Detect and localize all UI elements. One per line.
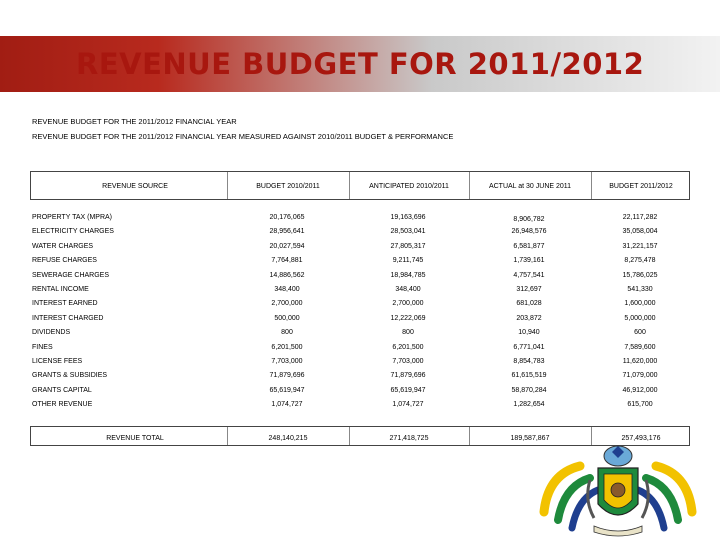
row-value: 22,117,282 [622,214,658,221]
total-value: 248,140,215 [268,435,308,442]
row-value: 28,956,641 [269,228,305,236]
row-value: 71,879,696 [269,372,305,380]
table-row [30,300,690,314]
column-divider [349,172,350,199]
row-value: 35,058,004 [622,228,658,236]
row-label: PROPERTY TAX (MPRA) [32,214,112,221]
total-value: 257,493,176 [621,435,661,442]
table-header [30,171,690,200]
row-value: 71,879,696 [390,372,426,380]
row-value: 681,028 [516,300,542,308]
row-value: 27,805,317 [390,242,426,250]
row-value: 7,764,881 [271,257,303,265]
row-label: GRANTS & SUBSIDIES [32,372,108,380]
row-label: WATER CHARGES [32,242,94,250]
table-row [30,372,690,386]
subtitle-measured-against: REVENUE BUDGET FOR THE 2011/2012 FINANCIAL YEAR MEASURED AGAINST 2010/2011 BUDGET & PERFORMANCE [32,132,454,141]
row-value: 6,581,877 [513,242,545,250]
logo-emblem [611,483,625,497]
row-value: 19,163,696 [390,214,426,221]
title-banner [0,36,720,92]
row-value: 800 [402,329,414,337]
subtitle-financial-year: REVENUE BUDGET FOR THE 2011/2012 FINANCIAL YEAR [32,117,237,126]
logo-arc-blue [638,490,664,528]
table-row [30,272,690,286]
row-label: DIVIDENDS [32,329,71,337]
row-value: 312,697 [516,285,542,293]
header-anticipated-2010: ANTICIPATED 2010/2011 [369,183,449,190]
row-value: 203,872 [516,314,542,322]
column-divider [227,427,228,445]
row-value: 600 [634,329,646,337]
row-label: SEWERAGE CHARGES [32,271,110,279]
row-value: 1,074,727 [271,401,303,409]
row-value: 8,906,782 [513,216,545,223]
row-value: 11,620,000 [622,357,658,365]
row-value: 65,619,947 [390,386,426,394]
row-value: 1,074,727 [392,401,424,409]
column-divider [591,172,592,199]
row-label: OTHER REVENUE [32,401,93,409]
row-value: 31,221,157 [622,242,658,250]
column-divider [469,172,470,199]
row-value: 65,619,947 [269,386,305,394]
revenue-table-body [30,214,690,415]
logo-supporter-right [642,480,648,518]
table-row [30,358,690,372]
total-value: 189,587,867 [510,435,550,442]
row-value: 20,027,594 [269,242,305,250]
row-value: 7,589,600 [624,343,656,351]
row-value: 6,201,500 [271,343,303,351]
row-value: 9,211,745 [392,257,424,265]
header-revenue-source: REVENUE SOURCE [102,183,168,190]
logo-motto-scroll [594,526,642,536]
row-value: 2,700,000 [271,300,303,308]
row-value: 500,000 [274,314,300,322]
row-value: 5,000,000 [624,314,656,322]
row-label: LICENSE FEES [32,357,83,365]
row-value: 1,600,000 [624,300,656,308]
row-value: 18,984,785 [390,271,426,279]
row-value: 7,703,000 [271,357,303,365]
row-value: 1,282,654 [513,401,545,409]
table-row [30,214,690,228]
row-value: 26,948,576 [511,228,547,236]
column-divider [227,172,228,199]
table-row [30,329,690,343]
row-label: INTEREST CHARGED [32,314,104,322]
row-label: RENTAL INCOME [32,285,89,293]
row-value: 348,400 [395,285,421,293]
table-row [30,315,690,329]
table-row [30,344,690,358]
column-divider [349,427,350,445]
header-actual-june-2011: ACTUAL at 30 JUNE 2011 [488,183,572,190]
table-row [30,243,690,257]
row-label: REFUSE CHARGES [32,257,97,265]
logo-supporter-left [588,480,594,518]
header-budget-2011: BUDGET 2011/2012 [609,183,673,190]
row-label: GRANTS CAPITAL [32,386,92,394]
table-row [30,286,690,300]
row-value: 6,201,500 [392,343,424,351]
row-label: FINES [32,343,53,351]
row-value: 14,886,562 [269,271,305,279]
row-value: 46,912,000 [622,386,658,394]
row-value: 28,503,041 [390,228,426,236]
row-value: 61,615,519 [511,372,547,380]
table-row [30,401,690,415]
page-title: REVENUE BUDGET FOR 2011/2012 [76,47,645,81]
row-value: 348,400 [274,285,300,293]
table-row [30,257,690,271]
row-value: 541,330 [627,285,653,293]
row-value: 58,870,284 [511,386,547,394]
table-row [30,387,690,401]
column-divider [469,427,470,445]
row-value: 8,854,783 [513,357,545,365]
row-value: 6,771,041 [513,343,545,351]
logo-arc-blue [572,490,598,528]
row-value: 800 [281,329,293,337]
row-value: 20,176,065 [269,214,305,221]
row-value: 615,700 [627,401,653,409]
row-label: ELECTRICITY CHARGES [32,228,114,236]
row-value: 4,757,541 [513,271,545,279]
row-value: 12,222,069 [390,314,426,322]
row-value: 15,786,025 [622,271,658,279]
table-row [30,228,690,242]
total-value: 271,418,725 [389,435,429,442]
row-label: INTEREST EARNED [32,300,98,308]
row-value: 2,700,000 [392,300,424,308]
row-value: 10,940 [518,329,540,337]
row-value: 8,275,478 [624,257,656,265]
row-value: 7,703,000 [392,357,424,365]
row-value: 1,739,161 [513,257,545,265]
header-budget-2010: BUDGET 2010/2011 [256,183,320,190]
municipal-coat-of-arms-icon [538,440,698,540]
row-value: 71,079,000 [622,372,658,380]
total-label: REVENUE TOTAL [106,435,164,442]
